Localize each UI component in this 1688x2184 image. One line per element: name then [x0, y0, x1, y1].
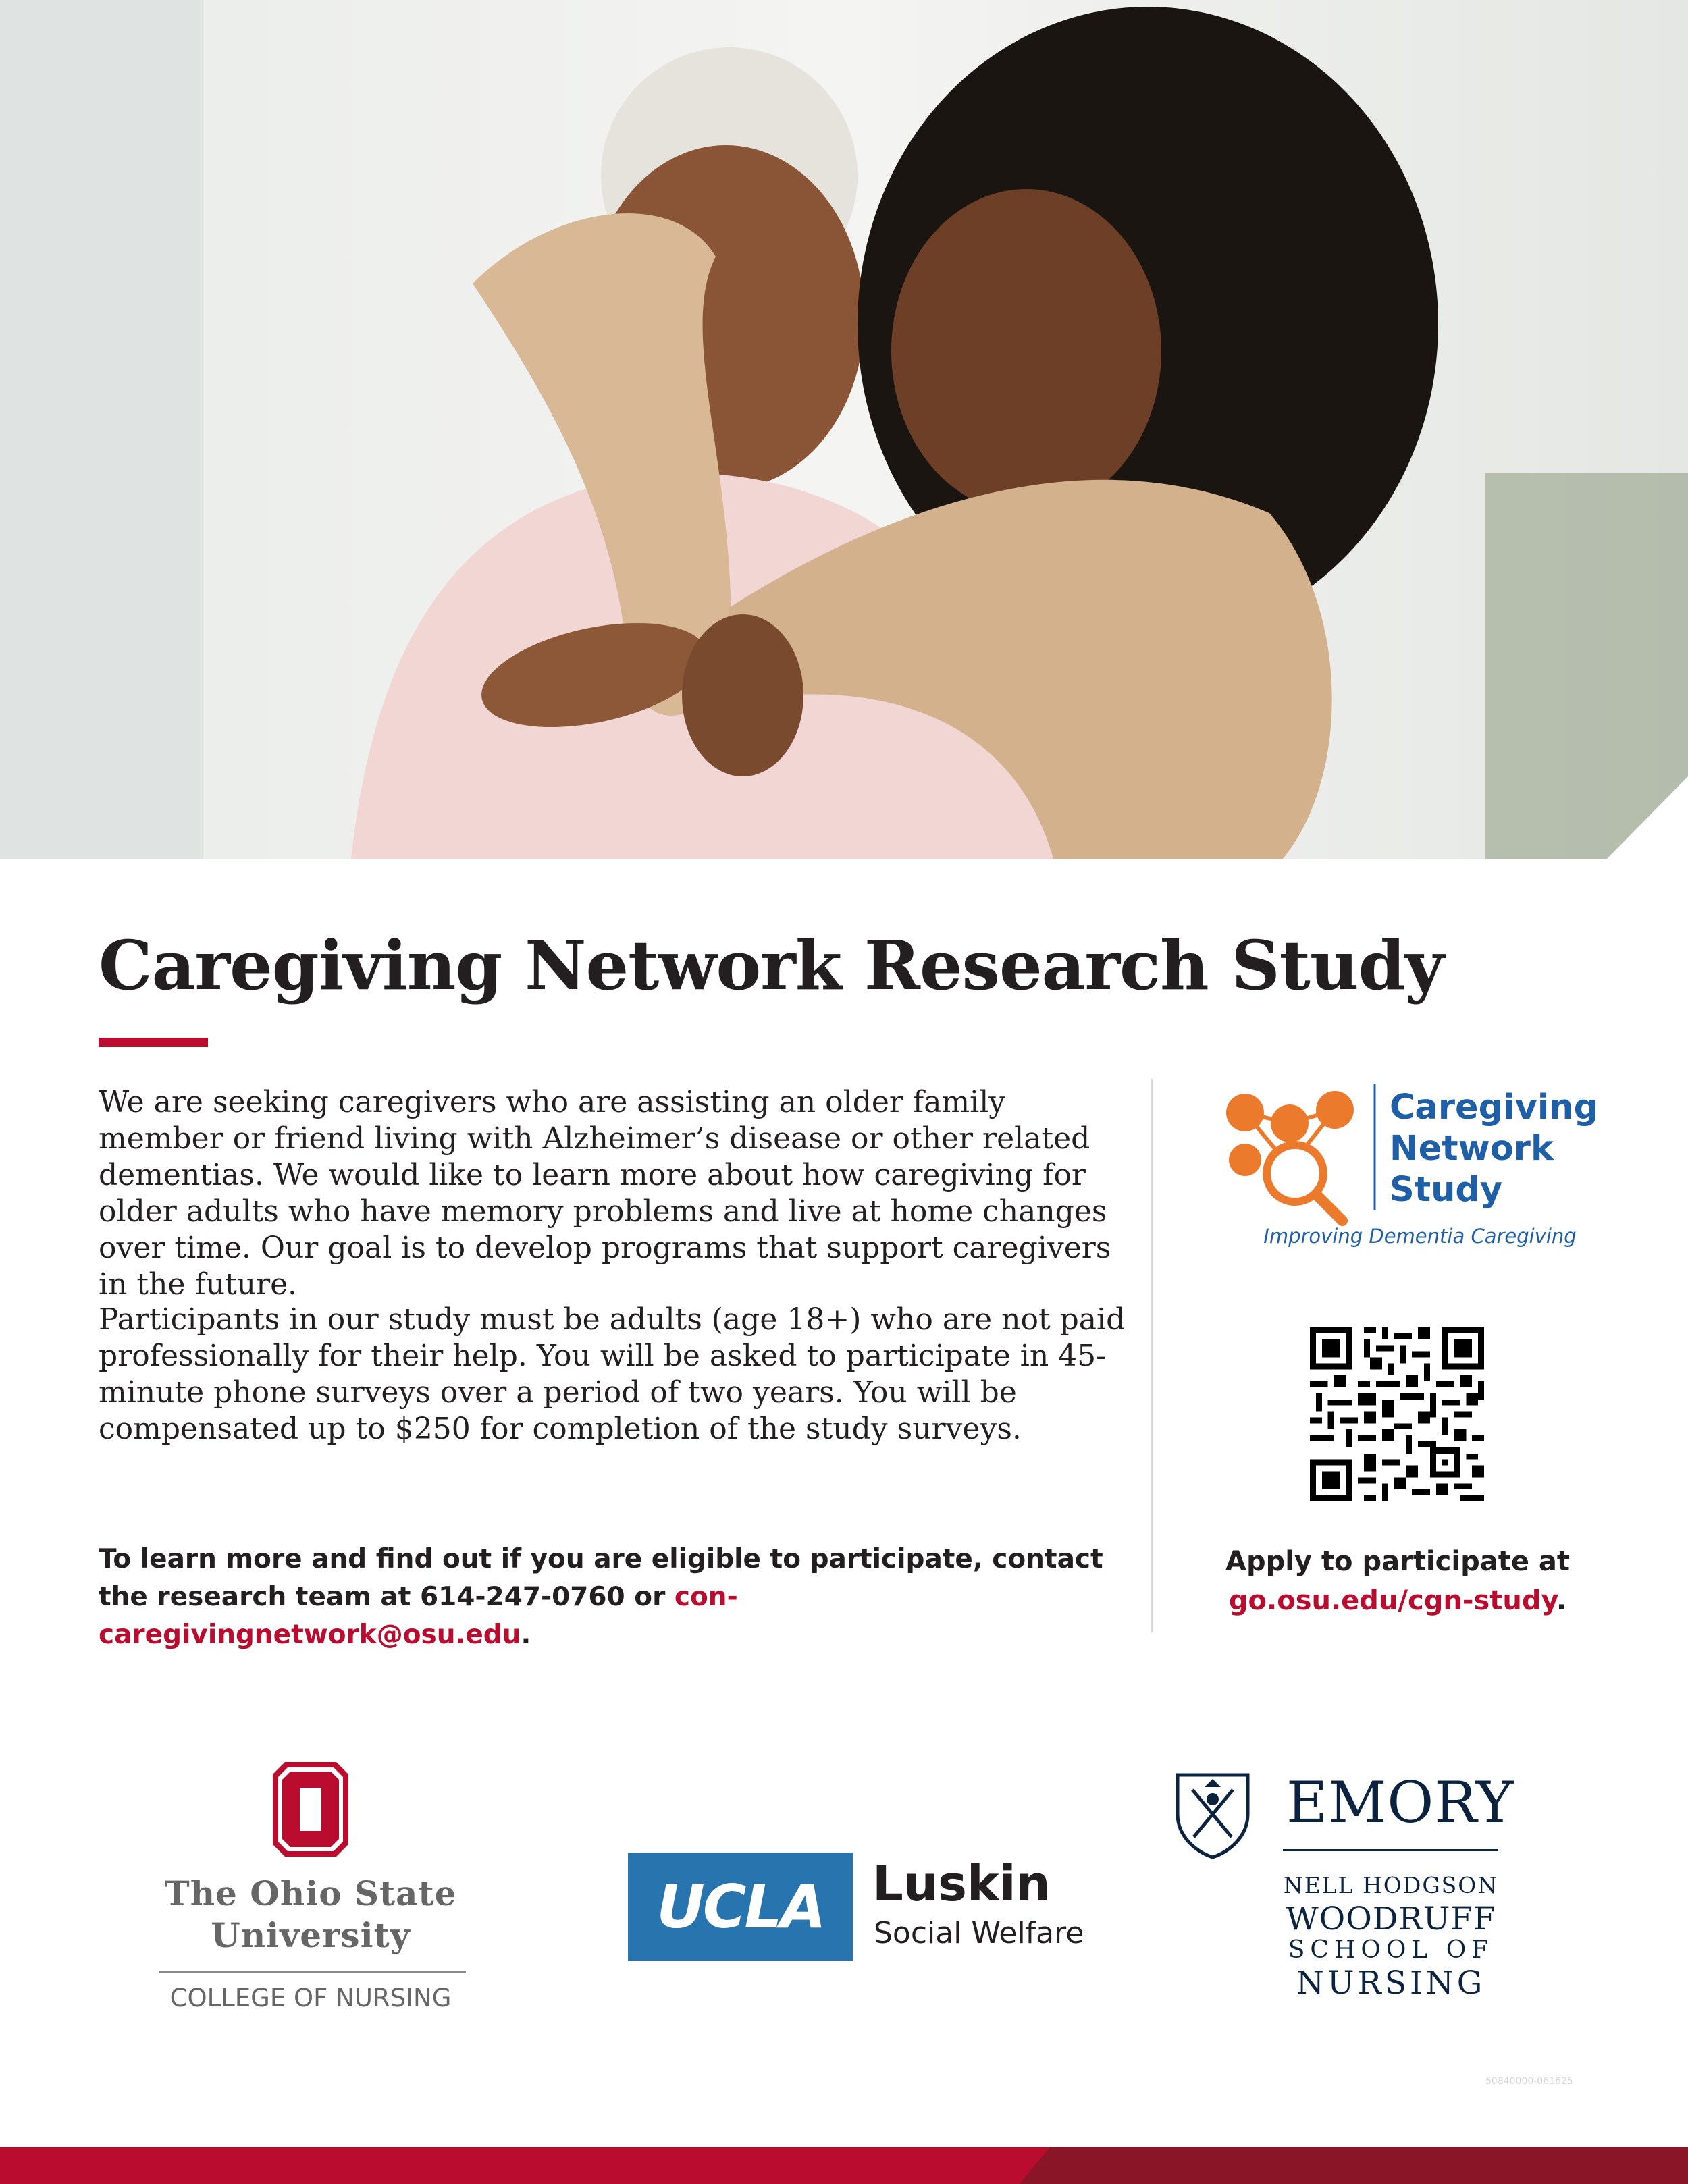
intro-paragraph: We are seeking caregivers who are assisting an older family member or friend living with Alzheimer’s disease or other related dementias. We would like to learn more about how caregiving for older adults who have memory problems and live at home changes over time. Our goal is to develop programs that support caregivers in the future. — [99, 1085, 1111, 1302]
eligibility-paragraph: Participants in our study must be adults (age 18+) who are not paid professionally for their help. You will be asked to participate in 45-minute phone surveys over a period of two years. You will be compensated up to $250 for completion of the study surveys. — [99, 1302, 1126, 1446]
osu-rule — [159, 1971, 466, 1973]
hero-photo — [0, 0, 1688, 859]
contact-prefix: To learn more and find out if you are eligible to participate, contact the research team at 614-247-0760 or — [99, 1544, 1103, 1612]
document-code: 50840000-061625 — [1485, 2076, 1573, 2087]
emory-line-4: NURSING — [1296, 1965, 1486, 2002]
emory-line-3: SCHOOL OF — [1288, 1936, 1494, 1964]
study-logo-line-1: Caregiving — [1390, 1088, 1599, 1127]
study-tagline: Improving Dementia Caregiving — [1263, 1225, 1577, 1248]
contact-email-link[interactable]: con-caregivingnetwork@osu.edu — [99, 1582, 738, 1650]
luskin-subtitle: Social Welfare — [874, 1916, 1084, 1950]
study-logo-line-2: Network — [1390, 1129, 1554, 1169]
study-logo-wordmark — [1390, 1087, 1598, 1210]
osu-college-name: COLLEGE OF NURSING — [169, 1983, 452, 2013]
apply-url-link[interactable]: go.osu.edu/cgn-study — [1228, 1585, 1556, 1616]
study-logo-line-3: Study — [1390, 1170, 1503, 1210]
contact-suffix: . — [521, 1620, 531, 1650]
ucla-logo-box — [628, 1853, 853, 1961]
ucla-mark: UCLA — [656, 1871, 824, 1942]
emory-line-1: NELL HODGSON — [1283, 1872, 1499, 1898]
qr-code[interactable] — [1310, 1327, 1484, 1501]
column-divider — [1151, 1079, 1153, 1632]
osu-block-o-logo — [273, 1762, 348, 1857]
footer-accent-bar — [0, 2147, 1688, 2184]
title-accent-rule — [99, 1038, 208, 1047]
hero-photo-illustration — [0, 0, 1688, 859]
emory-line-2: WOODRUFF — [1286, 1900, 1496, 1938]
osu-name-line-2: University — [211, 1915, 411, 1955]
emory-rule — [1283, 1849, 1498, 1851]
osu-name-line-1: The Ohio State — [164, 1873, 457, 1913]
apply-label: Apply to participate at — [1225, 1546, 1570, 1577]
emory-shield-icon — [1175, 1772, 1250, 1860]
magnifier-icon — [1267, 1145, 1342, 1221]
osu-wordmark — [142, 1873, 479, 1956]
apply-text — [1178, 1542, 1617, 1620]
contact-text — [99, 1541, 1152, 1654]
apply-suffix: . — [1556, 1585, 1567, 1616]
luskin-name: Luskin — [872, 1855, 1051, 1912]
emory-wordmark: EMORY — [1286, 1769, 1514, 1836]
page-title: Caregiving Network Research Study — [99, 926, 1444, 1005]
